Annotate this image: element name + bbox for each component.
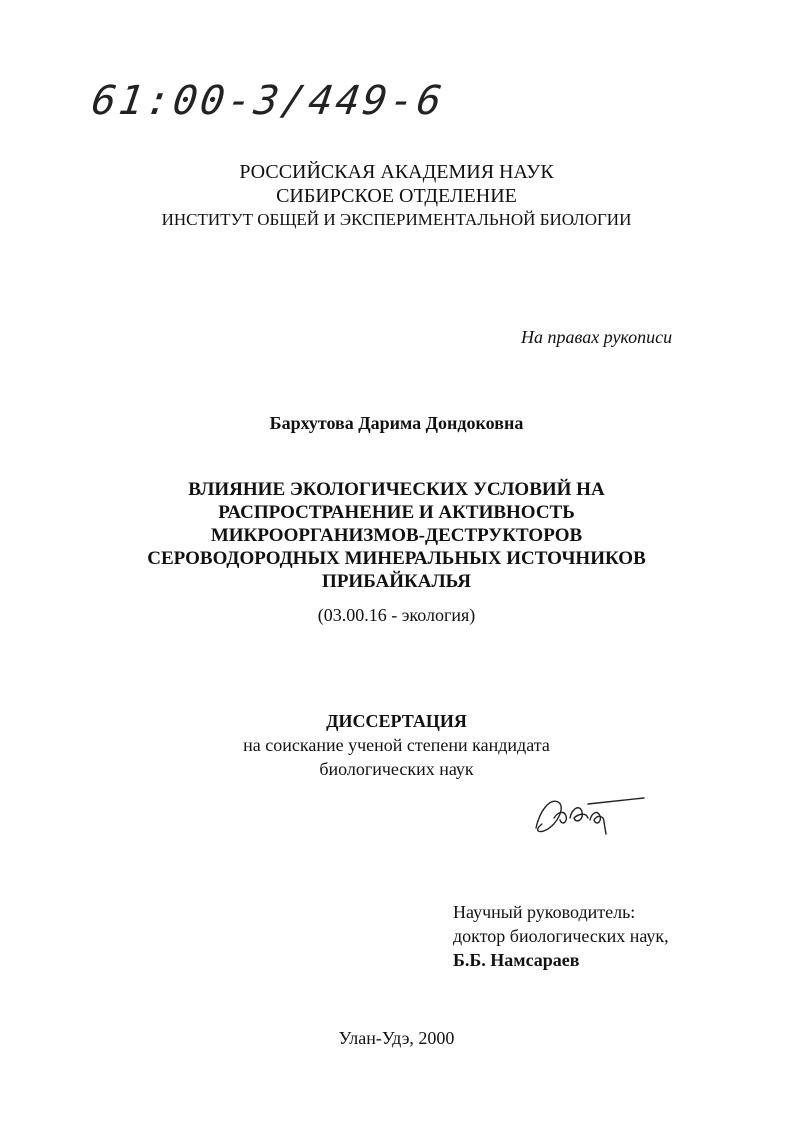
organization-line-3: ИНСТИТУТ ОБЩЕЙ И ЭКСПЕРИМЕНТАЛЬНОЙ БИОЛОГИИ — [161, 210, 632, 229]
signature-stroke-1 — [536, 801, 561, 831]
supervisor-block — [453, 900, 669, 972]
organization-line-1: РОССИЙСКАЯ АКАДЕМИЯ НАУК — [239, 161, 554, 183]
title-line-5: ПРИБАЙКАЛЬЯ — [322, 571, 471, 592]
manuscript-rights: На правах рукописи — [521, 327, 673, 347]
specialty-code: (03.00.16 - экология) — [317, 605, 476, 625]
dissertation-line-2: на соискание ученой степени кандидата — [243, 735, 550, 755]
signature — [528, 790, 653, 840]
supervisor-line-2: доктор биологических наук, — [453, 926, 669, 946]
title-line-2: РАСПРОСТРАНЕНИЕ И АКТИВНОСТЬ — [218, 502, 575, 523]
dissertation-heading: ДИССЕРТАЦИЯ — [326, 711, 467, 731]
title-line-4: СЕРОВОДОРОДНЫХ МИНЕРАЛЬНЫХ ИСТОЧНИКОВ — [147, 548, 646, 569]
organization-line-2: СИБИРСКОЕ ОТДЕЛЕНИЕ — [276, 185, 517, 207]
place-year: Улан-Удэ, 2000 — [338, 1028, 455, 1048]
dissertation-title — [0, 478, 793, 593]
organization-header — [0, 160, 793, 232]
author-name: Бархутова Дарима Дондоковна — [269, 413, 524, 433]
title-line-3: МИКРООРГАНИЗМОВ-ДЕСТРУКТОРОВ — [210, 525, 583, 546]
supervisor-name: Б.Б. Намсараев — [453, 950, 580, 970]
supervisor-line-1: Научный руководитель: — [453, 902, 636, 922]
dissertation-block — [0, 709, 793, 781]
archive-number: 61:00-3/449-6 — [88, 78, 448, 124]
dissertation-line-3: биологических наук — [319, 759, 474, 779]
signature-stroke-4 — [590, 813, 606, 834]
title-line-1: ВЛИЯНИЕ ЭКОЛОГИЧЕСКИХ УСЛОВИЙ НА — [188, 479, 605, 500]
signature-stroke-5 — [588, 798, 644, 804]
signature-stroke-3 — [570, 808, 588, 821]
